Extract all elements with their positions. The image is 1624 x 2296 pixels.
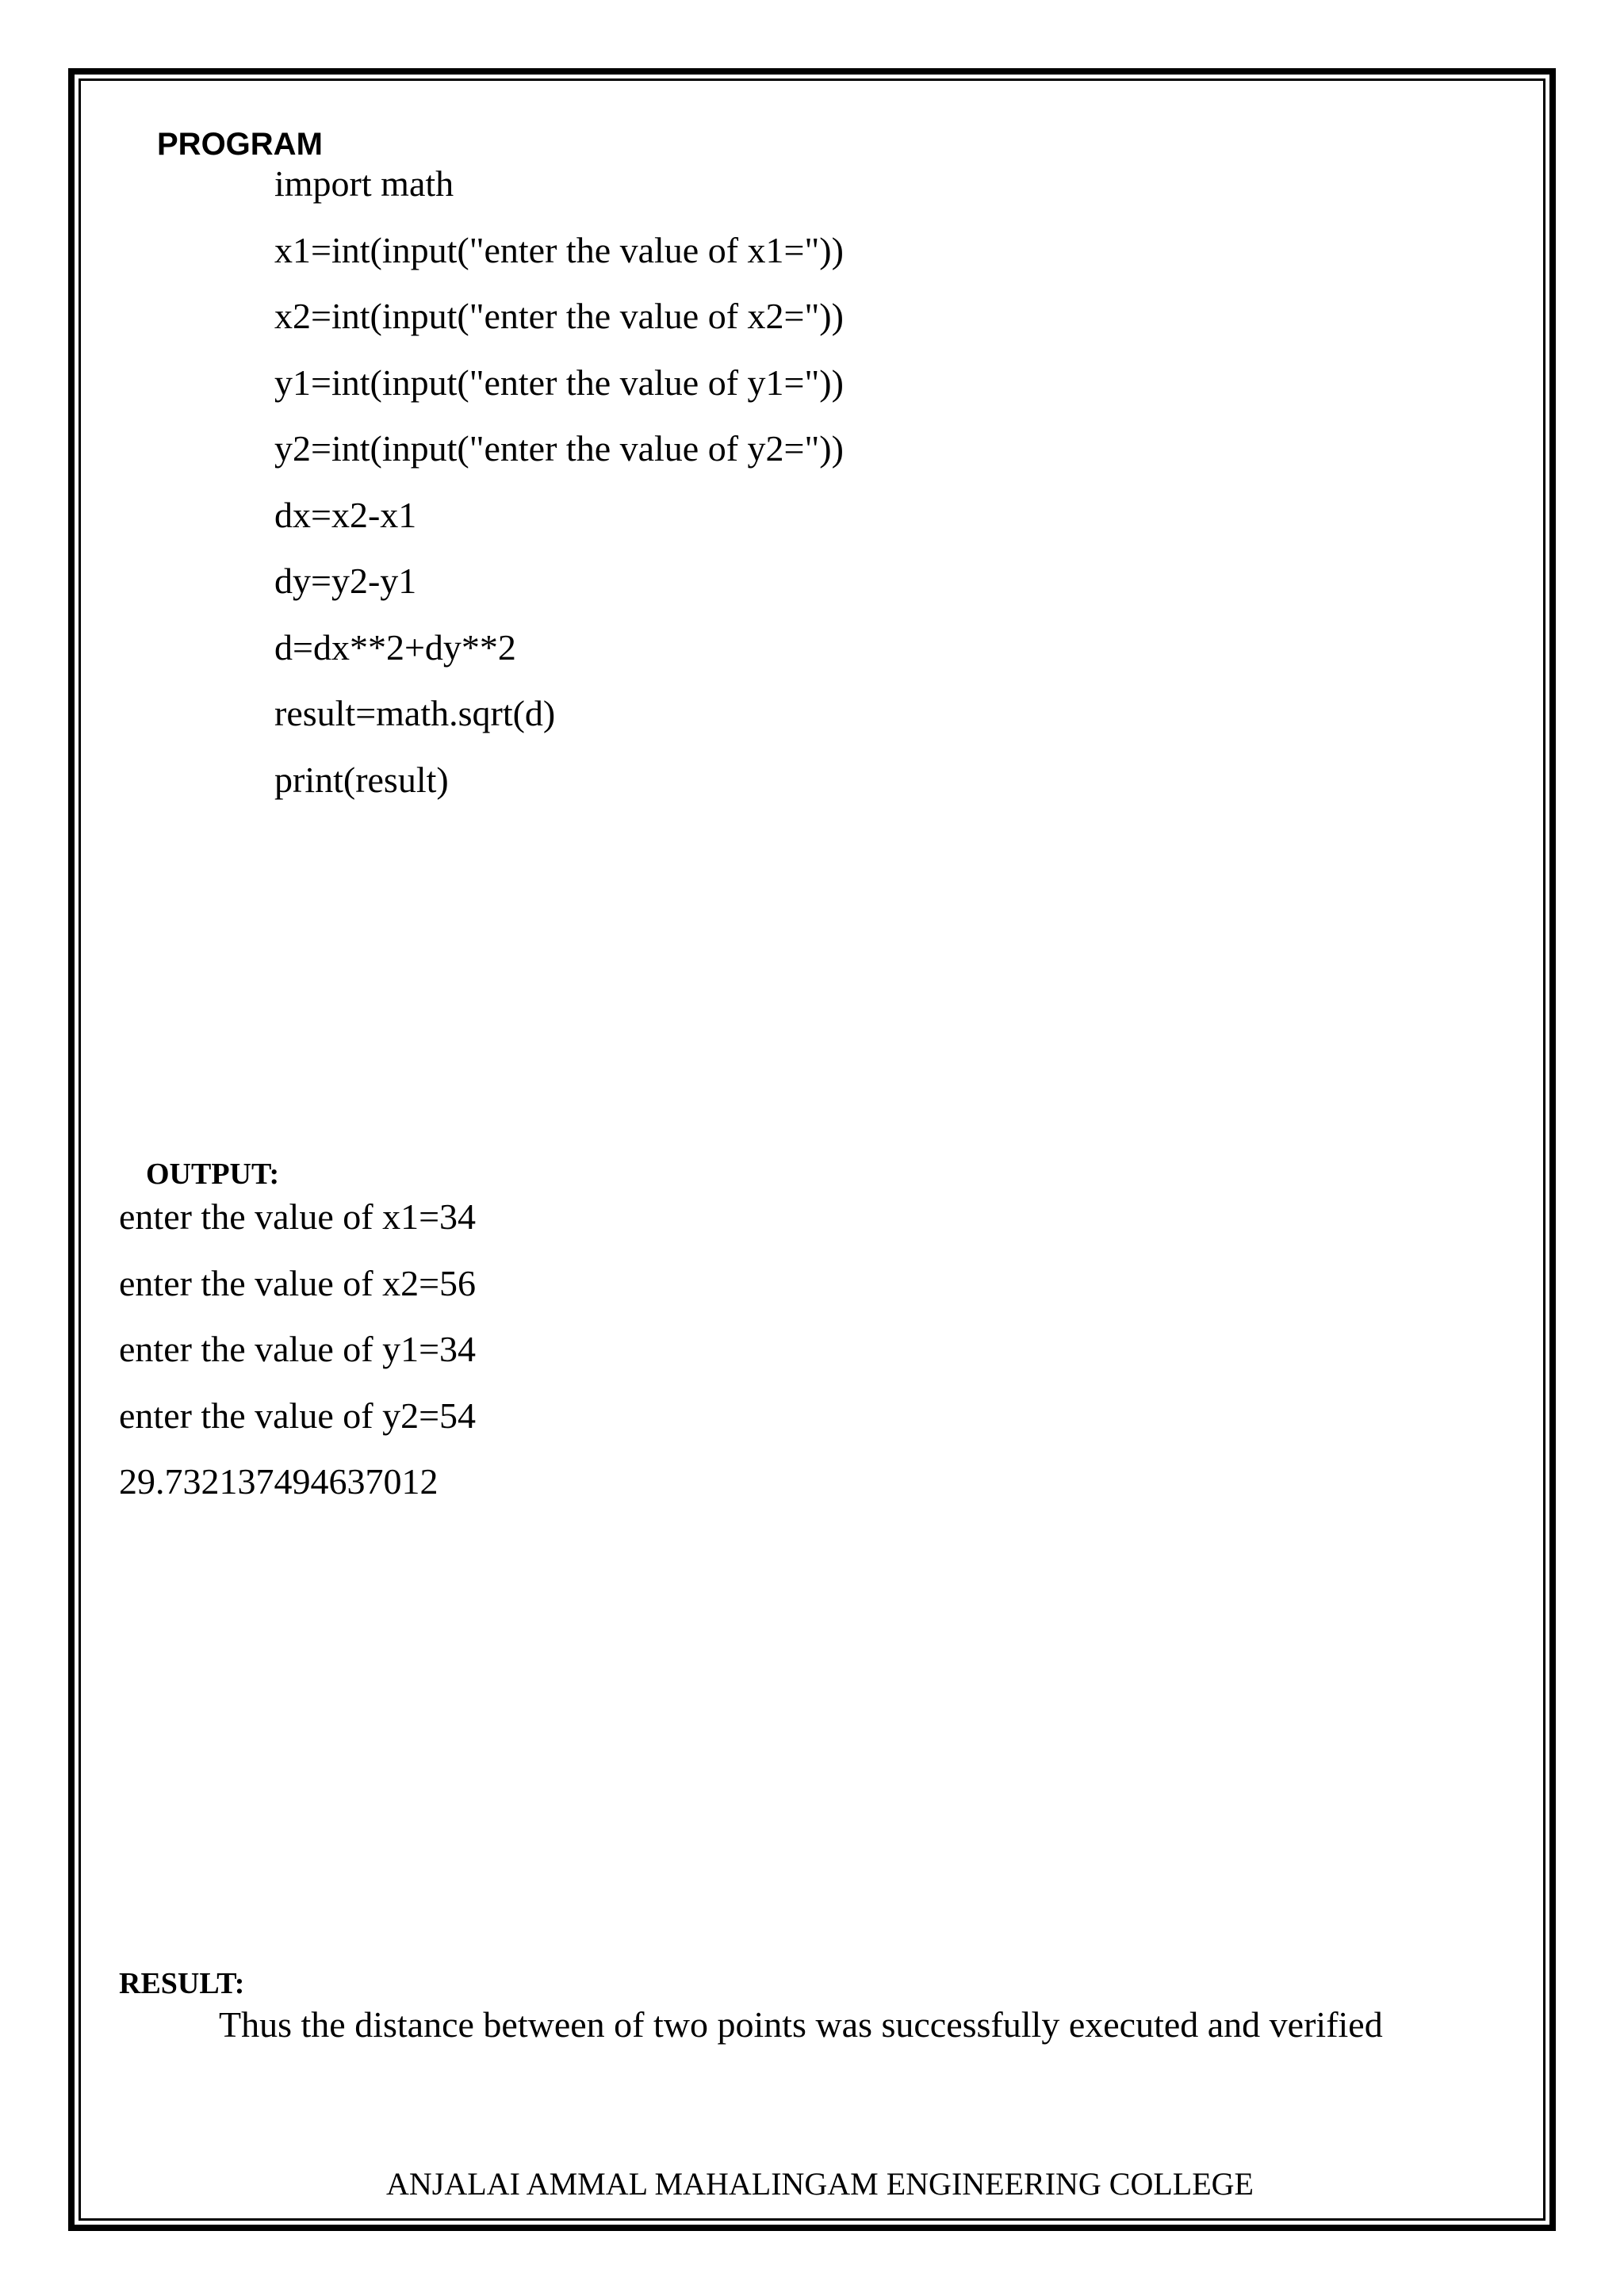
program-output <box>119 1193 476 1525</box>
output-line: enter the value of x2=56 <box>119 1262 477 1303</box>
code-line: print(result) <box>274 759 449 800</box>
program-code <box>274 160 844 822</box>
code-line: dy=y2-y1 <box>274 561 417 601</box>
code-line: import math <box>274 163 454 204</box>
code-line: y2=int(input("enter the value of y2=")) <box>274 428 844 469</box>
result-text: Thus the distance between of two points was successfully executed and verified <box>219 2004 1383 2045</box>
code-line: d=dx**2+dy**2 <box>274 626 516 668</box>
code-line: x2=int(input("enter the value of x2=")) <box>274 296 844 336</box>
output-heading: OUTPUT: <box>146 1158 280 1191</box>
output-line: enter the value of x1=34 <box>119 1196 477 1237</box>
college-footer: ANJALAI AMMAL MAHALINGAM ENGINEERING COLLEGE <box>386 2166 1254 2202</box>
program-heading: PROGRAM <box>157 127 323 162</box>
code-line: dx=x2-x1 <box>274 494 417 535</box>
output-line: enter the value of y2=54 <box>119 1395 477 1436</box>
output-line: enter the value of y1=34 <box>119 1329 477 1369</box>
code-line: x1=int(input("enter the value of x1=")) <box>274 229 844 270</box>
code-line: y1=int(input("enter the value of y1=")) <box>274 362 844 403</box>
code-line: result=math.sqrt(d) <box>274 693 556 733</box>
output-line: 29.732137494637012 <box>119 1461 439 1502</box>
result-heading: RESULT: <box>119 1967 245 2000</box>
